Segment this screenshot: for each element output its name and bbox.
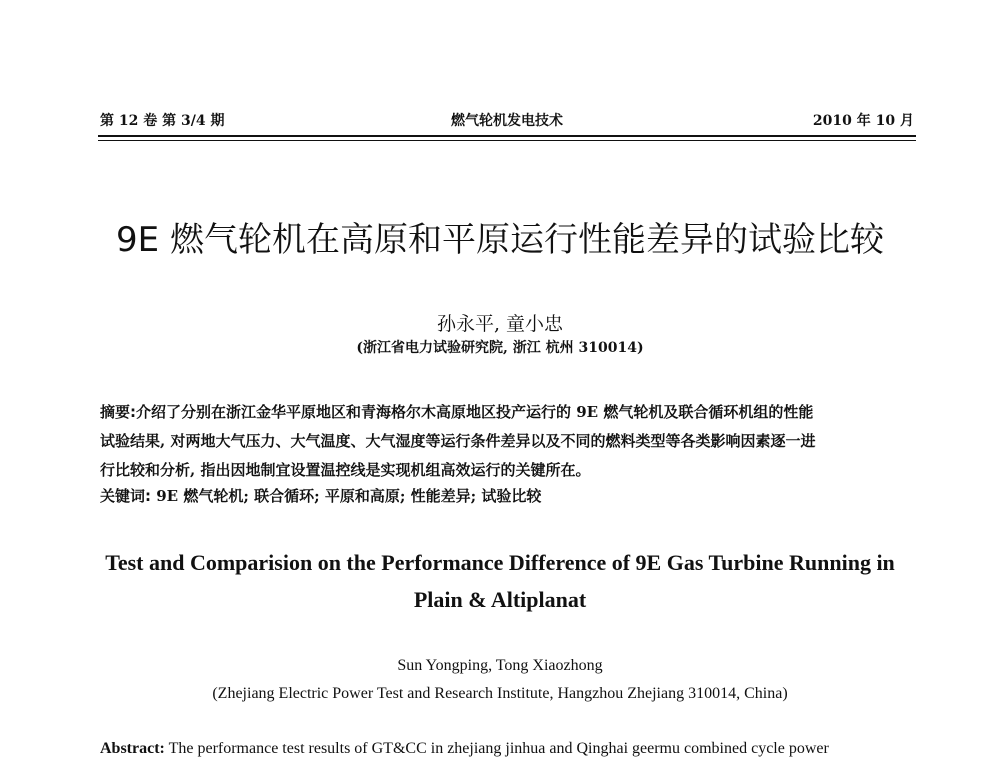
keywords-chinese [100,485,916,506]
abstract-chinese [100,398,916,485]
authors-chinese: 孙永平, 童小忠 [436,313,564,335]
keywords-chinese-label: 关键词: [100,487,151,505]
title-english [60,544,940,618]
abstract-english-label: Abstract: [100,740,165,757]
abstract-chinese-label: 摘要: [100,403,136,421]
header-rule-thin [98,140,916,141]
journal-name: 燃气轮机发电技术 [451,113,563,129]
running-header [100,110,914,130]
abstract-chinese-line [100,398,916,427]
volume-issue: 第 12 卷 第 3/4 期 [100,113,225,129]
title-chinese: 9E 燃气轮机在高原和平原运行性能差异的试验比较 [116,220,884,260]
header-rule-thick [98,135,916,137]
title-english-line: Test and Comparision on the Performance Difference of 9E Gas Turbine Running in [105,550,895,575]
abstract-english [100,740,916,760]
abstract-chinese-text: 介绍了分别在浙江金华平原地区和青海格尔木高原地区投产运行的 9E 燃气轮机及联合循环机组的性能 [136,403,814,421]
affiliation-chinese: (浙江省电力试验研究院, 浙江 杭州 310014) [356,340,644,356]
abstract-chinese-line: 行比较和分析, 指出因地制宜设置温控线是实现机组高效运行的关键所在。 [100,461,591,479]
abstract-chinese-line: 试验结果, 对两地大气压力、大气温度、大气湿度等运行条件差异以及不同的燃料类型等各类影响因素逐一进 [100,432,816,450]
issue-date: 2010 年 10 月 [812,113,914,129]
affiliation-english: (Zhejiang Electric Power Test and Research Institute, Hangzhou Zhejiang 310014, China) [212,685,788,702]
authors-english: Sun Yongping, Tong Xiaozhong [397,657,603,674]
keywords-chinese-text: 9E 燃气轮机; 联合循环; 平原和高原; 性能差异; 试验比较 [156,487,542,505]
abstract-english-text: The performance test results of GT&CC in zhejiang jinhua and Qinghai geermu combined cycle power [168,740,829,757]
title-english-line: Plain & Altiplanat [413,587,587,612]
